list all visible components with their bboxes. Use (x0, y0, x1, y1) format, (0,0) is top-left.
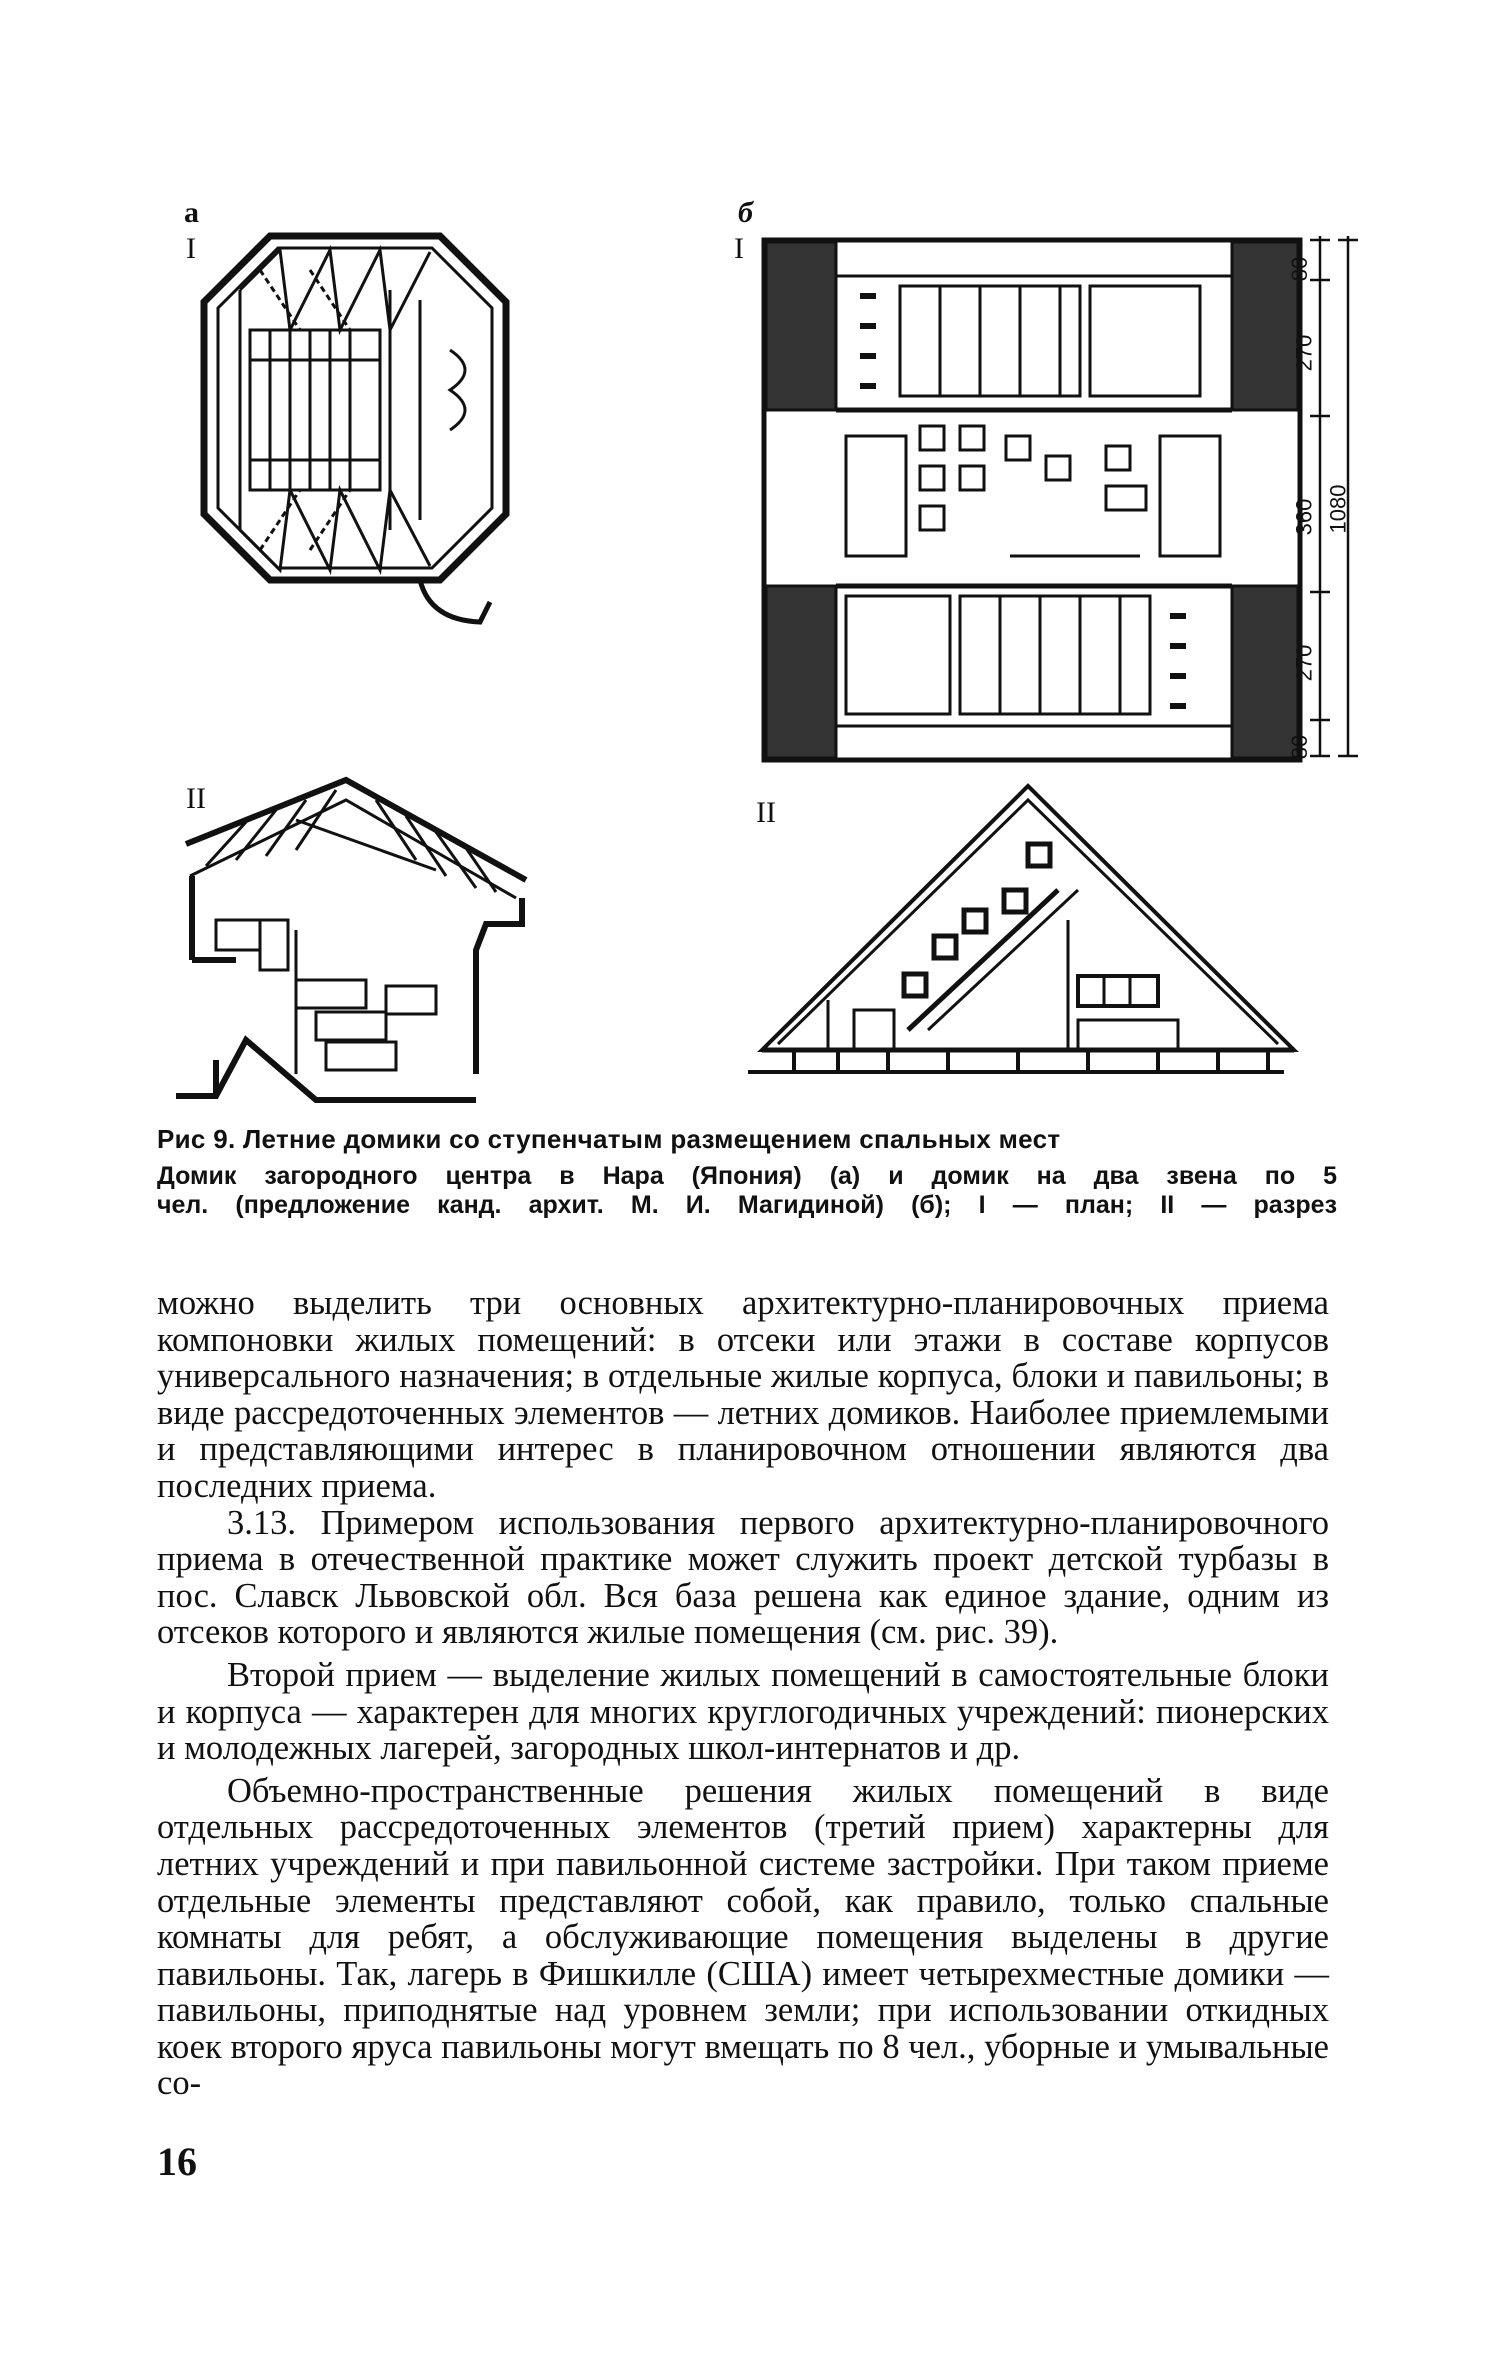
paragraph-4: Объемно-пространственные решения жилых помещений в виде отдельных рассредоточенных элементов (третий прием) характерны для летних учреждений и при павильонной системе застройки. При таком приеме отдельные элементы представляют собой, как правило, только спальные комнаты для ребят, а обслуживающие помещения выделены в другие павильоны. Так, лагерь в Фишкилле (США) имеет четырехместные домики — павильоны, приподнятые над уровнем земли; при использовании откидных коек второго яруса павильоны могут вмещать по 8 чел., уборные и умывальные со- (157, 1771, 1329, 2103)
dimension-270-top: 270 (1291, 334, 1317, 372)
plan-drawing-a (180, 230, 500, 640)
dimension-270-bottom: 270 (1291, 644, 1317, 682)
section-label-b: II (756, 796, 776, 829)
figure-caption-line-2: чел. (предложение канд. архит. М. И. Магидиной) (б); I — план; II — разрез (157, 1191, 1337, 1219)
figure-caption-title: Рис 9. Летние домики со ступенчатым размещением спальных мест (157, 1124, 1061, 1154)
figure-caption-body (157, 1162, 1337, 1220)
dimension-360: 360 (1291, 498, 1317, 536)
figure-caption-line-1: Домик загородного центра в Нара (Япония) (а) и домик на два звена по 5 (157, 1162, 1337, 1190)
body-text (157, 1285, 1329, 2102)
paragraph-3: Второй прием — выделение жилых помещений в самостоятельные блоки и корпуса — характерен для многих круглогодичных учреждений: пионерских и молодежных лагерей, загородных школ-интернатов и др. (157, 1655, 1329, 1768)
dimension-1080: 1080 (1325, 484, 1351, 534)
dimension-80-bottom: 80 (1287, 734, 1313, 760)
section-drawing-a (176, 780, 536, 1090)
figure-label-a: а (184, 196, 199, 229)
plan-drawing-b (760, 236, 1360, 766)
plan-label-a: I (186, 232, 196, 265)
page-number: 16 (157, 2139, 197, 2184)
section-drawing-b (738, 780, 1298, 1080)
paragraph-2: 3.13. Примером использования первого архитектурно-планировочного приема в отечественной практике может служить проект детской турбазы в пос. Славск Львовской обл. Вся база решена как единое здание, одним из отсеков которого и являются жилые помещения (см. рис. 39). (157, 1503, 1329, 1652)
plan-label-b: I (734, 232, 744, 265)
dimension-80-top: 80 (1287, 256, 1313, 282)
paragraph-1: можно выделить три основных архитектурно-планировочных приема компоновки жилых помещений: в отсеки или этажи в составе корпусов универсального назначения; в отдельные жилые корпуса, блоки и павильоны; в виде рассредоточенных элементов — летних домиков. Наиболее приемлемыми и представляющими интерес в планировочном отношении являются два последних приема. (157, 1284, 1329, 1505)
figure-label-b: б (738, 196, 753, 229)
section-label-a: II (186, 782, 206, 815)
